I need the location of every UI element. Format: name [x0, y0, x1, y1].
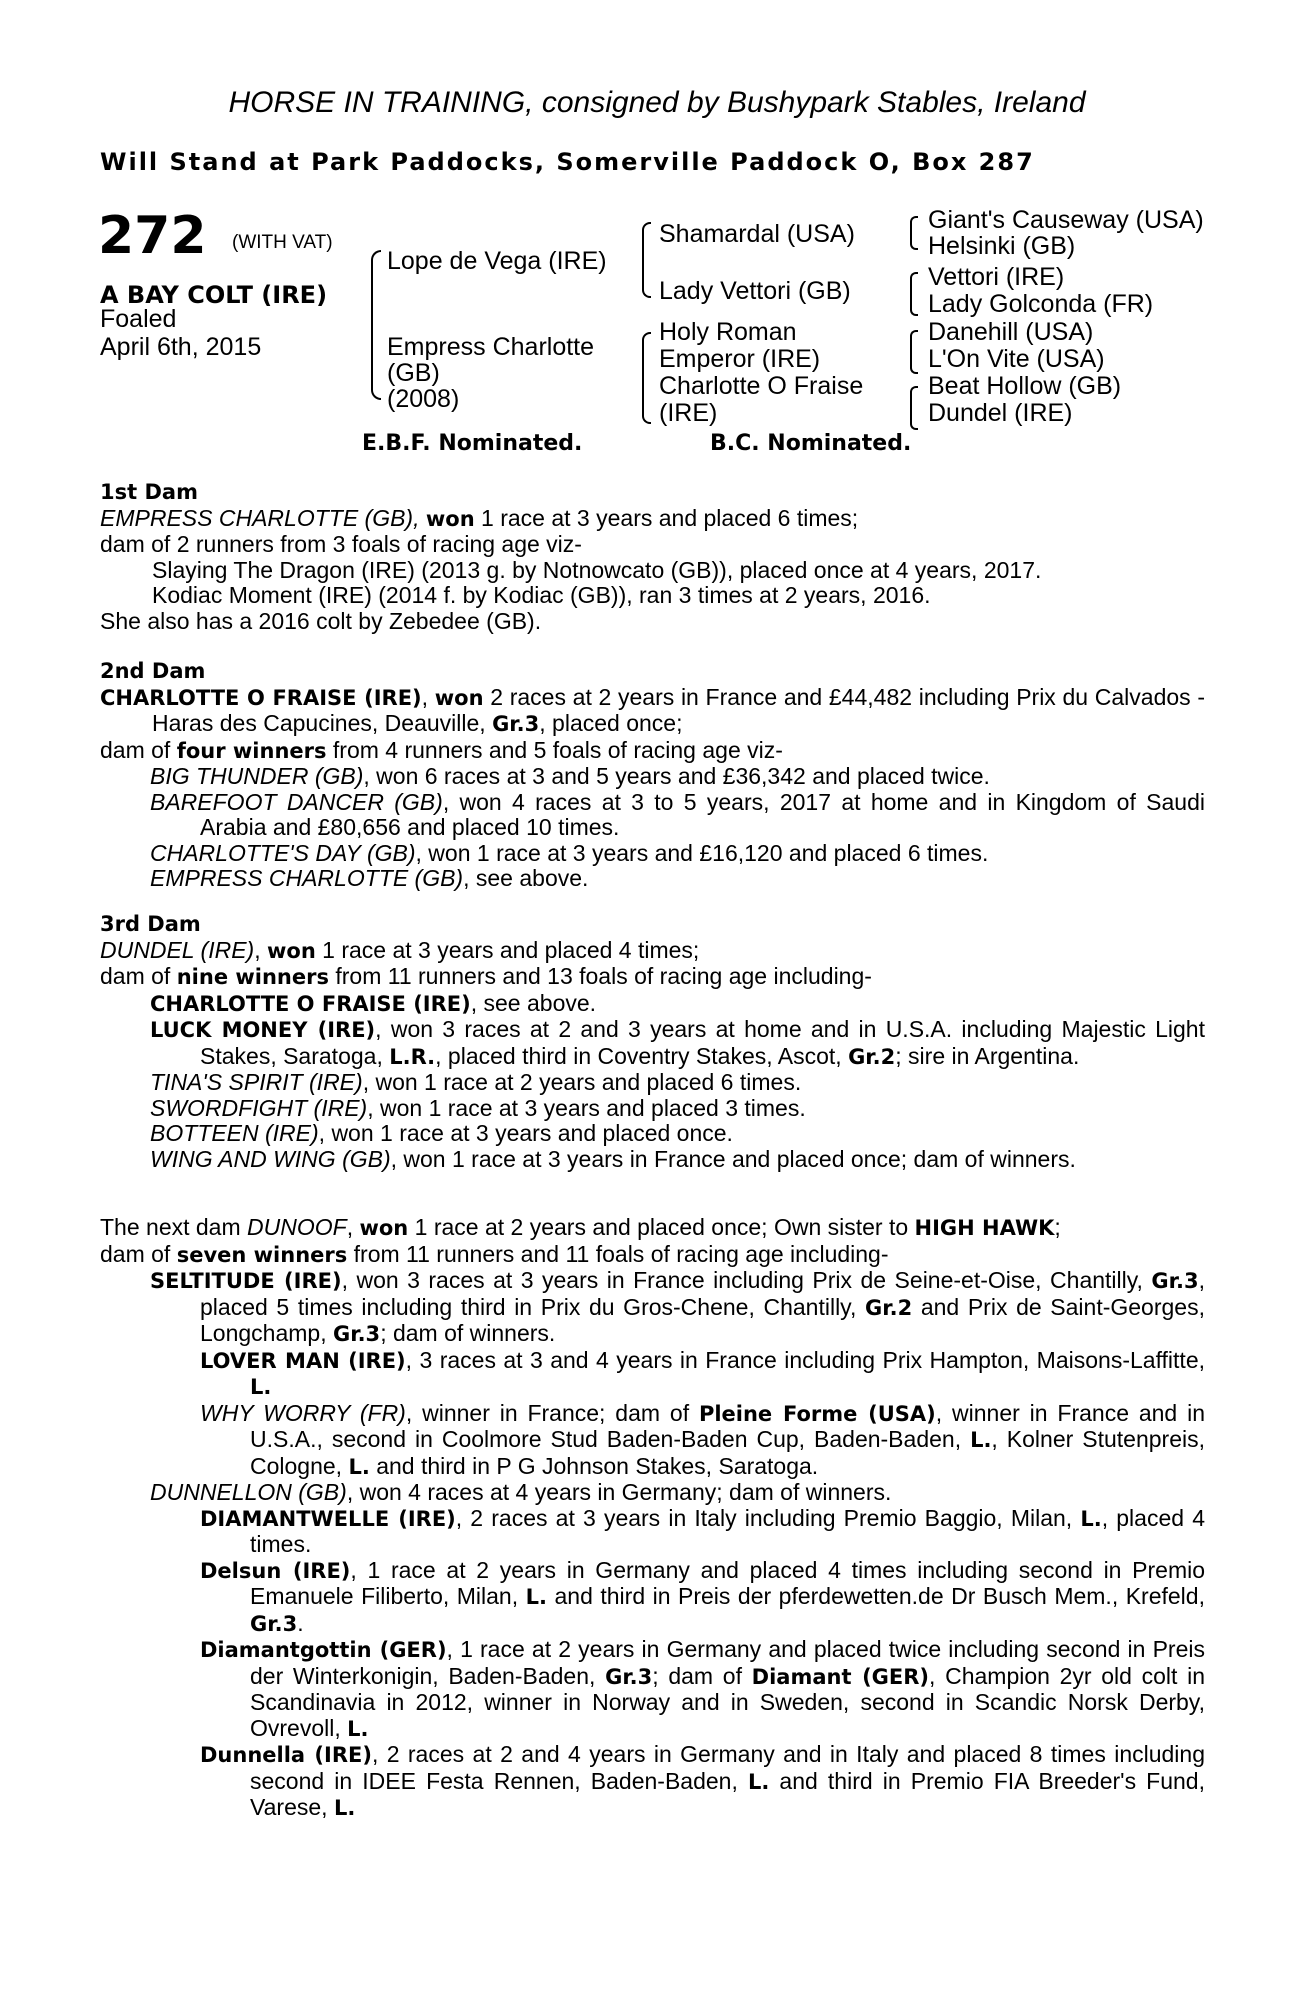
next-dam-s4-name: DUNNELLON (GB) [150, 1479, 347, 1505]
ssd: Helsinki (GB) [928, 232, 1076, 260]
next-dam-s3-c: , Kolner Stutenpreis, Cologne, [250, 1426, 1205, 1479]
ddd: Dundel (IRE) [928, 399, 1073, 427]
next-dam-s7-name: Diamantgottin (GER) [200, 1638, 447, 1662]
sale-header: HORSE IN TRAINING, consigned by Bushypark Stables, Ireland [228, 86, 1086, 119]
next-dam-s6-gr3: Gr.3 [250, 1611, 298, 1636]
next-dam-semi: ; [1054, 1214, 1061, 1240]
third-dam-winners: nine winners [176, 965, 329, 989]
next-dam-s6-c: . [297, 1609, 304, 1636]
second-dam-winners: four winners [176, 738, 327, 763]
third-dam-p2-name: LUCK MONEY (IRE) [150, 1018, 376, 1042]
next-dam-s3-b: , winner in France and in U.S.A., second in Coolmore Stud Baden-Baden Cup, Baden-Baden, [250, 1399, 1205, 1452]
pedigree-brace-dam [642, 332, 651, 424]
third-dam-comma: , [254, 936, 267, 963]
next-dam-intro: The next dam [100, 1214, 248, 1240]
third-dam-p1-text: , see above. [470, 989, 597, 1016]
third-dam-p2-text-b: , placed third in Coventry Stakes, Ascot, [435, 1042, 849, 1069]
next-dam-dam-of: dam of [100, 1240, 177, 1267]
third-dam-p2-lr: L.R. [389, 1044, 436, 1069]
next-dam-s7-c: , Champion 2yr old colt in Scandinavia in 2012, winner in Norway and in Sweden, second in Scandic Norsk Derby, Ovrevoll, [250, 1662, 1206, 1741]
second-dam-record-b: , placed once; [539, 710, 683, 736]
next-dam-s5-b: , placed 4 times. [250, 1504, 1205, 1557]
next-dam-s8-l1: L. [747, 1769, 770, 1794]
next-dam-s2-l: L. [250, 1375, 272, 1399]
sds: Vettori (IRE) [928, 263, 1065, 291]
next-dam-comma: , [346, 1214, 360, 1240]
dam-line2: (GB) [387, 359, 440, 387]
second-dam-name: CHARLOTTE O FRAISE (IRE) [100, 685, 422, 710]
second-dam-comma: , [421, 683, 435, 710]
vat-note: (WITH VAT) [232, 232, 333, 253]
third-dam-p2-text-c: ; sire in Argentina. [895, 1042, 1080, 1069]
dam-dam-line2: (IRE) [659, 399, 718, 427]
next-dam-s1-b: , placed 5 times including third in Prix du Gros-Chene, Chantilly, [200, 1267, 1205, 1320]
next-dam-section [100, 1215, 1205, 1822]
first-dam-name: EMPRESS CHARLOTTE (GB), [100, 504, 420, 531]
third-dam-p4-name: SWORDFIGHT (IRE) [150, 1094, 368, 1121]
next-dam-s8-a: , 2 races at 2 and 4 years in Germany and in Italy and placed 8 times including second in IDEE Festa Rennen, Baden-Baden, [250, 1741, 1205, 1794]
third-dam-p6-name: WING AND WING (GB) [150, 1145, 391, 1172]
first-dam-heading: 1st Dam [100, 480, 198, 504]
next-dam-s3-d: and third in P G Johnson Stakes, Saratoga. [369, 1452, 819, 1479]
horse-description: A BAY COLT (IRE) [100, 281, 328, 309]
foaled-date: April 6th, 2015 [100, 333, 262, 361]
next-dam-s7-dm: Diamant (GER) [751, 1664, 930, 1689]
second-dam-p4-name: EMPRESS CHARLOTTE (GB) [150, 865, 464, 891]
pedigree-brace-ss [910, 216, 918, 250]
next-dam-s1-a: , won 3 races at 3 years in France including Prix de Seine-et-Oise, Chantilly, [341, 1267, 1152, 1293]
next-dam-s3-l2: L. [348, 1454, 370, 1479]
next-dam-s7-l: L. [347, 1716, 369, 1741]
pedigree-brace-main [371, 250, 381, 400]
second-dam-record-a: 2 races at 2 years in France and £44,482 including Prix du Calvados - Haras des Capucines, Deauville, [152, 683, 1206, 736]
third-dam-dam-of-rest: from 11 runners and 13 foals of racing age including- [328, 963, 872, 989]
next-dam-s1-gr2: Gr.2 [865, 1295, 913, 1320]
next-dam-winners: seven winners [176, 1242, 348, 1267]
dds: Beat Hollow (GB) [928, 372, 1122, 400]
second-dam-gr3: Gr.3 [492, 712, 540, 736]
third-dam-p2-gr2: Gr.2 [848, 1044, 896, 1069]
third-dam-p4-text: , won 1 race at 3 years and placed 3 times. [367, 1094, 806, 1121]
next-dam-s7-a: , 1 race at 2 years in Germany and placed twice including second in Preis der Winterkonigin, Baden-Baden, [250, 1636, 1205, 1689]
first-dam-note: She also has a 2016 colt by Zebedee (GB). [100, 607, 542, 634]
next-dam-s3-l1: L. [970, 1428, 992, 1452]
next-dam-s4-a: , won 4 races at 4 years in Germany; dam of winners. [346, 1479, 892, 1505]
third-dam-record: 1 race at 3 years and placed 4 times; [315, 936, 700, 963]
second-dam-dam-of-rest: from 4 runners and 5 foals of racing age viz- [326, 736, 783, 763]
second-dam-p1-name: BIG THUNDER (GB) [150, 763, 364, 789]
third-dam-name: DUNDEL (IRE) [100, 936, 255, 963]
next-dam-s2-a: , 3 races at 3 and 4 years in France including Prix Hampton, Maisons-Laffitte, [405, 1346, 1206, 1373]
next-dam-s6-l: L. [525, 1585, 547, 1609]
next-dam-s8-b: and third in Premio FIA Breeder's Fund, Varese, [250, 1767, 1205, 1820]
stable-location: Will Stand at Park Paddocks, Somerville Paddock O, Box 287 [100, 148, 1035, 176]
first-dam-produce-intro: dam of 2 runners from 3 foals of racing age viz- [100, 531, 582, 557]
dam-line1: Empress Charlotte [387, 333, 595, 361]
next-dam-s1-c: and Prix de Saint-Georges, Longchamp, [200, 1293, 1205, 1346]
sss: Giant's Causeway (USA) [928, 206, 1204, 234]
pedigree-brace-sd [910, 272, 918, 316]
third-dam-p2-text-a: , won 3 races at 2 and 3 years at home and in U.S.A. including Majestic Light Stakes, Saratoga, [200, 1016, 1205, 1069]
next-dam-s1-gr3: Gr.3 [1151, 1269, 1199, 1293]
next-dam-s7-b: ; dam of [652, 1662, 752, 1689]
next-dam-s3-a: , winner in France; dam of [405, 1399, 699, 1426]
second-dam-won: won [434, 685, 484, 710]
third-dam-p5-text: , won 1 race at 3 years and placed once. [318, 1120, 733, 1146]
next-dam-s1-name: SELTITUDE (IRE) [150, 1269, 342, 1293]
next-dam-s6-b: and third in Preis der pferdewetten.de Dr Busch Mem., Krefeld, [546, 1583, 1205, 1609]
third-dam-p3-name: TINA'S SPIRIT (IRE) [150, 1069, 363, 1095]
first-dam-record: 1 race at 3 years and placed 6 times; [474, 504, 859, 531]
bc-nomination: B.C. Nominated. [710, 431, 912, 456]
third-dam-won: won [267, 938, 316, 963]
dsd: L'On Vite (USA) [928, 345, 1105, 373]
third-dam-p6-text: , won 1 race at 3 years in France and placed once; dam of winners. [390, 1145, 1076, 1172]
second-dam-section [100, 658, 1205, 892]
dss: Danehill (USA) [928, 318, 1094, 346]
next-dam-s5-name: DIAMANTWELLE (IRE) [200, 1506, 456, 1531]
lot-number: 272 [98, 206, 207, 266]
first-dam-section [100, 479, 1205, 634]
next-dam-won: won [359, 1216, 409, 1240]
dam-sire-line2: Emperor (IRE) [659, 345, 821, 373]
sire: Lope de Vega (IRE) [387, 247, 607, 275]
first-dam-produce1: Slaying The Dragon (IRE) (2013 g. by Notnowcato (GB)), placed once at 4 years, 2017. [152, 556, 1042, 583]
next-dam-s7-gr3: Gr.3 [605, 1664, 653, 1689]
dam-line3: (2008) [387, 385, 460, 413]
next-dam-s8-name: Dunnella (IRE) [200, 1743, 372, 1767]
second-dam-heading: 2nd Dam [100, 659, 206, 683]
next-dam-record: 1 race at 2 years and placed once; Own sister to [408, 1214, 915, 1240]
next-dam-s8-l2: L. [333, 1796, 356, 1820]
third-dam-p5-name: BOTTEEN (IRE) [150, 1120, 319, 1146]
second-dam-p2-text: , won 4 races at 3 to 5 years, 2017 at home and in Kingdom of Saudi Arabia and £80,656 and placed 10 times. [200, 788, 1205, 840]
pedigree-brace-ds [910, 330, 918, 374]
third-dam-section [100, 911, 1205, 1172]
next-dam-sister: HIGH HAWK [914, 1216, 1055, 1240]
sire-dam: Lady Vettori (GB) [659, 277, 851, 305]
ebf-nomination: E.B.F. Nominated. [362, 431, 583, 456]
next-dam-s5-a: , 2 races at 3 years in Italy including Premio Baggio, Milan, [455, 1504, 1081, 1531]
next-dam-s3-pf: Pleine Forme (USA) [698, 1401, 936, 1426]
second-dam-p2-name: BAREFOOT DANCER (GB) [150, 788, 443, 815]
first-dam-won: won [425, 506, 475, 531]
next-dam-s3-name: WHY WORRY (FR) [200, 1399, 406, 1426]
sdd: Lady Golconda (FR) [928, 290, 1154, 318]
second-dam-p4-text: , see above. [463, 865, 589, 891]
dam-sire-line1: Holy Roman [659, 318, 797, 346]
next-dam-s5-l: L. [1080, 1506, 1102, 1531]
next-dam-s1-gr3b: Gr.3 [332, 1322, 381, 1346]
next-dam-name: DUNOOF [247, 1214, 347, 1240]
next-dam-s2-name: LOVER MAN (IRE) [200, 1348, 406, 1373]
third-dam-dam-of: dam of [100, 963, 177, 989]
next-dam-s1-d: ; dam of winners. [380, 1320, 556, 1346]
dam-dam-line1: Charlotte O Fraise [659, 372, 864, 400]
second-dam-dam-of: dam of [100, 736, 177, 763]
next-dam-s6-name: Delsun (IRE) [200, 1558, 351, 1583]
next-dam-dam-of-rest: from 11 runners and 11 foals of racing age including- [347, 1240, 889, 1267]
second-dam-p3-name: CHARLOTTE'S DAY (GB) [150, 839, 416, 866]
sire-sire: Shamardal (USA) [659, 220, 855, 248]
third-dam-p1-name: CHARLOTTE O FRAISE (IRE) [150, 991, 471, 1016]
third-dam-p3-text: , won 1 race at 2 years and placed 6 times. [362, 1069, 802, 1095]
next-dam-s6-a: , 1 race at 2 years in Germany and placed 4 times including second in Premio Emanuele Filiberto, Milan, [250, 1556, 1206, 1609]
first-dam-produce2: Kodiac Moment (IRE) (2014 f. by Kodiac (GB)), ran 3 times at 2 years, 2016. [152, 582, 931, 608]
second-dam-p3-text: , won 1 race at 3 years and £16,120 and placed 6 times. [415, 839, 989, 866]
third-dam-heading: 3rd Dam [100, 912, 201, 936]
foaled-label: Foaled [100, 305, 177, 333]
pedigree-brace-sire [642, 222, 651, 298]
pedigree-brace-dd [910, 386, 918, 430]
second-dam-p1-text: , won 6 races at 3 and 5 years and £36,342 and placed twice. [363, 763, 990, 789]
